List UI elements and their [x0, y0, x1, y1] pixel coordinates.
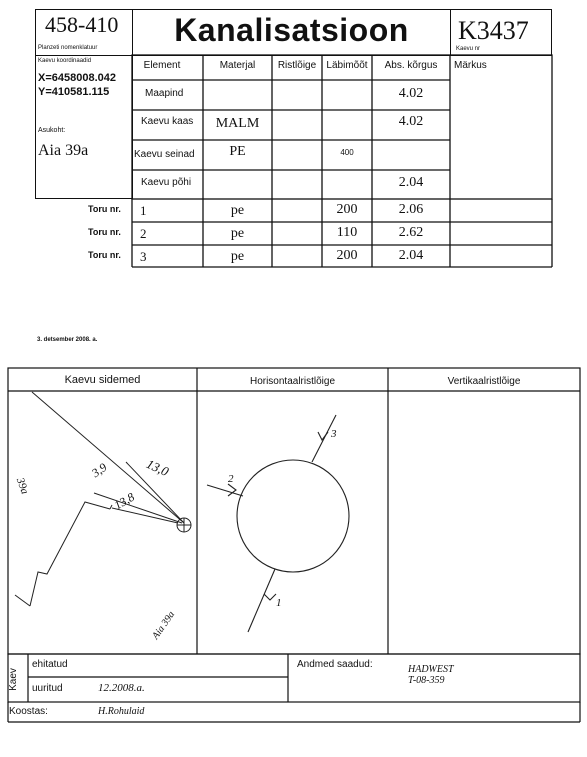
tie-distance-2: 13,0	[144, 455, 172, 480]
kaev-label: Kaev	[7, 668, 19, 691]
row-material-value: PE	[229, 144, 246, 159]
pipe-height: 2.62	[398, 225, 424, 240]
tie-distance-3: 13,8	[111, 489, 137, 513]
col-remark: Märkus	[454, 60, 487, 71]
coordinate-x: X=6458008.042	[38, 72, 116, 84]
pipe-label: Toru nr.	[88, 227, 121, 237]
pipe-2-mark: 2	[228, 473, 234, 485]
pipe-material: pe	[230, 249, 245, 264]
pipe-1-mark: 1	[276, 597, 282, 609]
col-material: Materjal	[219, 60, 256, 71]
row-material-value: MALM	[215, 116, 260, 131]
pipe-number: 2	[140, 226, 147, 241]
row-height-value: 4.02	[398, 114, 424, 129]
data-source-label: Andmed saadud:	[297, 659, 373, 670]
pipe-diameter: 110	[336, 225, 358, 240]
well-id: K3437	[458, 16, 529, 45]
col-abs-height: Abs. kõrgus	[384, 60, 438, 71]
section-ties-title: Kaevu sidemed	[64, 374, 141, 386]
pipe-number: 3	[140, 249, 147, 264]
row-height-value: 4.02	[398, 86, 424, 101]
coordinate-y: Y=410581.115	[38, 86, 110, 98]
row-element-label: Kaevu seinad	[134, 149, 195, 160]
nomenclature-label: Planzeti nomenklatuur	[38, 45, 98, 51]
col-element: Element	[143, 60, 181, 71]
data-source-company: HADWEST	[408, 664, 454, 675]
well-id-label: Kaevu nr	[456, 46, 481, 52]
location-value: Aia 39a	[38, 142, 89, 159]
col-cross-section: Ristlõige	[277, 60, 317, 71]
pipe-height: 2.04	[398, 248, 424, 263]
pipe-diameter: 200	[336, 248, 358, 263]
pipe-label: Toru nr.	[88, 204, 121, 214]
compiled-label: Koostas:	[9, 706, 48, 717]
pipe-label: Toru nr.	[88, 250, 121, 260]
row-element-label: Kaevu põhi	[141, 177, 192, 188]
nomenclature-code: 458-410	[45, 12, 119, 37]
coordinates-label: Kaevu koordinaadid	[38, 58, 92, 64]
pipe-number: 1	[140, 203, 147, 218]
row-height-value: 2.04	[398, 175, 424, 190]
surveyed-label: uuritud	[32, 683, 63, 694]
surveyed-value: 12.2008.a.	[98, 682, 145, 694]
col-diameter: Läbimõõt	[326, 60, 368, 71]
pipe-material: pe	[230, 203, 245, 218]
page-title: Kanalisatsioon	[174, 12, 409, 48]
tie-distance-1: 3,9	[89, 460, 110, 481]
compiled-by: H.Rohulaid	[98, 706, 145, 717]
section-horizontal-title: Horisontaalristlõige	[249, 376, 336, 387]
row-diameter-value: 400	[340, 148, 354, 157]
data-source-job: T-08-359	[408, 675, 445, 686]
wall-label: 39a	[13, 476, 31, 496]
pipe-material: pe	[230, 226, 245, 241]
pipe-3-mark: 3	[331, 428, 337, 440]
house-label: Aia 39a	[150, 609, 178, 642]
date-line: 3. detsember 2008. a.	[37, 337, 98, 343]
location-label: Asukoht:	[38, 127, 66, 134]
section-vertical-title: Vertikaalristlõige	[447, 376, 521, 387]
row-element-label: Kaevu kaas	[141, 116, 194, 127]
built-label: ehitatud	[32, 659, 68, 670]
pipe-diameter: 200	[336, 202, 358, 217]
pipe-height: 2.06	[398, 202, 424, 217]
row-element-label: Maapind	[145, 88, 184, 99]
